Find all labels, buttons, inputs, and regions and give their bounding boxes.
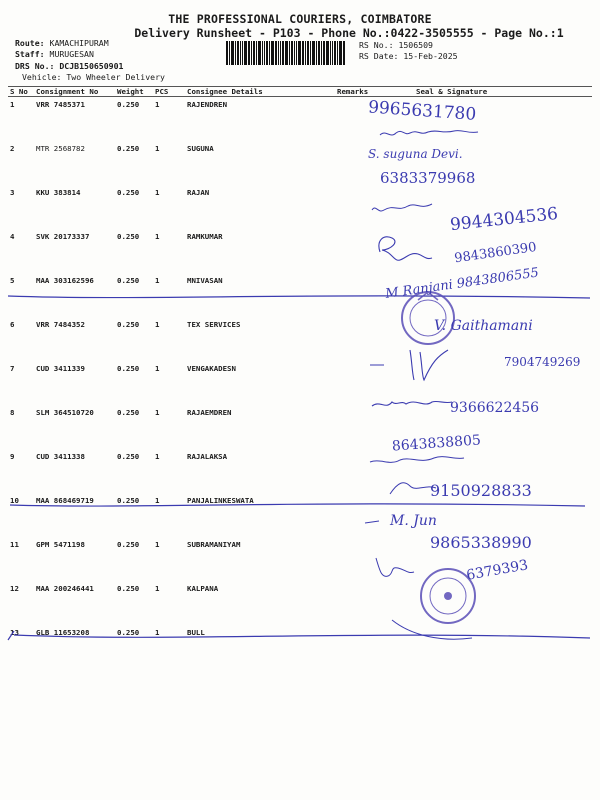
rs-no-label: RS No.:	[359, 40, 394, 50]
cell-signature	[392, 229, 592, 273]
cell-remarks	[335, 185, 392, 229]
cell-pcs: 1	[155, 100, 160, 109]
table-row	[8, 273, 592, 317]
cell-signature	[392, 361, 592, 405]
handwritten-phone: 6383379968	[380, 169, 476, 187]
table-row	[8, 97, 592, 142]
handwritten-name-phone: M Ranjani 9843806555	[384, 265, 540, 302]
cell-consignment: MAA 200246441	[36, 584, 94, 593]
cell-sno: 8	[10, 408, 15, 417]
cell-consignment: MAA 868469719	[36, 496, 94, 505]
cell-consignment: CUD 3411338	[36, 452, 85, 461]
cell-pcs: 1	[155, 408, 160, 417]
cell-weight: 0.250	[117, 364, 140, 373]
cell-consignment: CUD 3411339	[36, 364, 85, 373]
table-row	[8, 493, 592, 537]
cell-remarks	[335, 405, 392, 449]
rs-no-value: 1506509	[398, 40, 433, 50]
staff-line	[15, 49, 94, 59]
cell-sno: 13	[10, 628, 19, 637]
cell-weight: 0.250	[117, 496, 140, 505]
cell-consignee: RAJALAKSA	[187, 452, 228, 461]
cell-sno: 3	[10, 188, 15, 197]
cell-remarks	[335, 97, 392, 142]
cell-weight: 0.250	[117, 320, 140, 329]
cell-sno: 6	[10, 320, 15, 329]
table-row	[8, 185, 592, 229]
col-consignment-header: Consignment No	[34, 87, 115, 97]
cell-consignee: BULL	[187, 628, 205, 637]
cell-consignment: SVK 20173337	[36, 232, 90, 241]
cell-remarks	[335, 493, 392, 537]
cell-weight: 0.250	[117, 144, 140, 153]
rs-date-label: RS Date:	[359, 51, 399, 61]
cell-weight: 0.250	[117, 540, 140, 549]
runsheet-table	[8, 86, 592, 669]
handwritten-phone: 9944304536	[449, 203, 559, 236]
cell-weight: 0.250	[117, 276, 140, 285]
table-row	[8, 537, 592, 581]
cell-weight: 0.250	[117, 628, 140, 637]
cell-consignment: MAA 303162596	[36, 276, 94, 285]
barcode-image	[226, 41, 352, 65]
handwritten-name: S. suguna Devi.	[368, 147, 463, 161]
cell-signature	[392, 141, 592, 185]
cell-pcs: 1	[155, 496, 160, 505]
handwritten-phone: 9865338990	[430, 533, 532, 552]
cell-consignee: PANJALINKESWATA	[187, 496, 254, 505]
table-row	[8, 229, 592, 273]
cell-weight: 0.250	[117, 232, 140, 241]
handwritten-phone: 8643838805	[391, 432, 482, 455]
cell-consignee: RAJAN	[187, 188, 210, 197]
cell-consignee: TEX SERVICES	[187, 320, 241, 329]
company-title: THE PROFESSIONAL COURIERS, COIMBATORE	[168, 12, 432, 26]
cell-consignee: MNIVASAN	[187, 276, 223, 285]
drs-line	[15, 61, 123, 71]
runsheet-subtitle-text: Delivery Runsheet - P103 - Phone No.:0422-3505555 - Page No.:1	[134, 26, 564, 40]
cell-weight: 0.250	[117, 584, 140, 593]
cell-consignment: KKU 383814	[36, 188, 81, 197]
cell-sno: 10	[10, 496, 19, 505]
col-signature-header: Seal & Signature	[392, 87, 592, 97]
cell-remarks	[335, 449, 392, 493]
cell-remarks	[335, 581, 392, 625]
cell-sno: 12	[10, 584, 19, 593]
cell-remarks	[335, 537, 392, 581]
route-label: Route:	[15, 38, 45, 48]
cell-sno: 1	[10, 100, 15, 109]
col-pcs-header: PCS	[153, 87, 185, 97]
table-row	[8, 581, 592, 625]
cell-weight: 0.250	[117, 188, 140, 197]
cell-signature	[392, 97, 592, 142]
cell-weight: 0.250	[117, 408, 140, 417]
cell-pcs: 1	[155, 188, 160, 197]
handwritten-name: M. Jun	[390, 513, 437, 529]
cell-consignment: GLB 11653208	[36, 628, 90, 637]
cell-pcs: 1	[155, 320, 160, 329]
table-header-row	[8, 87, 592, 97]
handwritten-name: V. Gaithamani	[434, 318, 533, 334]
handwritten-phone: 9843860390	[453, 239, 538, 267]
handwritten-phone: 7904749269	[504, 355, 581, 369]
cell-pcs: 1	[155, 452, 160, 461]
table-row	[8, 405, 592, 449]
cell-consignment: SLM 364510720	[36, 408, 94, 417]
route-value: KAMACHIPURAM	[49, 38, 109, 48]
cell-signature	[392, 405, 592, 449]
cell-remarks	[335, 317, 392, 361]
cell-remarks	[335, 141, 392, 185]
table-row	[8, 361, 592, 405]
cell-remarks	[335, 625, 392, 669]
cell-remarks	[335, 361, 392, 405]
cell-weight: 0.250	[117, 100, 140, 109]
cell-pcs: 1	[155, 276, 160, 285]
cell-consignee: RAJAEMDREN	[187, 408, 232, 417]
cell-signature	[392, 581, 592, 625]
cell-signature	[392, 317, 592, 361]
cell-pcs: 1	[155, 144, 160, 153]
rs-date-line	[359, 51, 458, 61]
table-row	[8, 317, 592, 361]
cell-consignee: SUBRAMANIYAM	[187, 540, 241, 549]
col-sno-header: S No	[8, 87, 34, 97]
cell-consignee: RAMKUMAR	[187, 232, 223, 241]
route-line	[15, 38, 109, 48]
cell-consignment: GPM 5471198	[36, 540, 85, 549]
handwritten-phone: 9366622456	[450, 400, 540, 416]
cell-sno: 9	[10, 452, 15, 461]
staff-value: MURUGESAN	[49, 49, 94, 59]
cell-sno: 5	[10, 276, 15, 285]
cell-signature	[392, 625, 592, 669]
table-row	[8, 625, 592, 669]
col-remarks-header: Remarks	[335, 87, 392, 97]
handwritten-phone: 9965631780	[367, 97, 477, 125]
cell-pcs: 1	[155, 540, 160, 549]
cell-consignee: RAJENDREN	[187, 100, 228, 109]
col-consignee-header: Consignee Details	[185, 87, 335, 97]
cell-consignee: KALPANA	[187, 584, 219, 593]
cell-sno: 4	[10, 232, 15, 241]
cell-consignment: VRR 7484352	[36, 320, 85, 329]
table-row	[8, 141, 592, 185]
vehicle-line: Vehicle: Two Wheeler Delivery	[22, 72, 165, 82]
cell-signature	[392, 273, 592, 317]
drs-value: DCJB150650901	[59, 61, 124, 71]
cell-remarks	[335, 229, 392, 273]
cell-pcs: 1	[155, 232, 160, 241]
handwritten-phone: 9150928833	[430, 481, 532, 500]
drs-label: DRS No.:	[15, 61, 55, 71]
table-row	[8, 449, 592, 493]
cell-sno: 2	[10, 144, 15, 153]
cell-pcs: 1	[155, 364, 160, 373]
cell-signature	[392, 493, 592, 537]
rs-date-value: 15-Feb-2025	[403, 51, 458, 61]
col-weight-header: Weight	[115, 87, 153, 97]
cell-signature	[392, 185, 592, 229]
cell-pcs: 1	[155, 628, 160, 637]
cell-consignee: SUGUNA	[187, 144, 214, 153]
cell-weight: 0.250	[117, 452, 140, 461]
cell-sno: 11	[10, 540, 19, 549]
cell-sno: 7	[10, 364, 15, 373]
rs-no-line	[359, 40, 433, 50]
cell-consignee: VENGAKADESN	[187, 364, 236, 373]
cell-consignment: MTR 2568782	[36, 144, 85, 153]
cell-consignment: VRR 7485371	[36, 100, 85, 109]
cell-signature	[392, 449, 592, 493]
staff-label: Staff:	[15, 49, 45, 59]
cell-signature	[392, 537, 592, 581]
cell-remarks	[335, 273, 392, 317]
cell-pcs: 1	[155, 584, 160, 593]
handwritten-phone: 6379393	[465, 557, 530, 584]
